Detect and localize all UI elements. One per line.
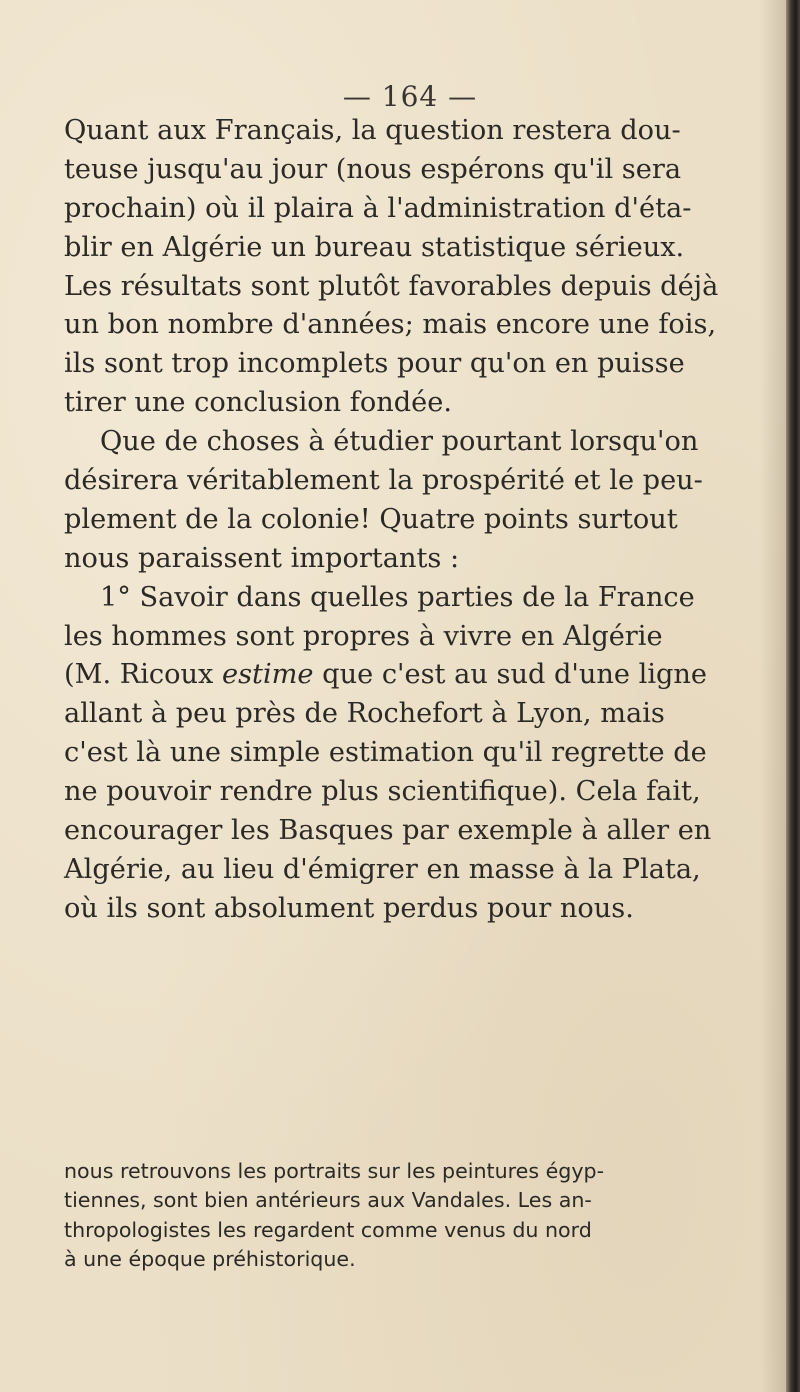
text-line: ne pouvoir rendre plus scientifique). Cela fait, <box>64 776 701 808</box>
text-line: un bon nombre d'années; mais encore une fois, <box>64 309 717 341</box>
book-gutter <box>786 0 800 1392</box>
text-line: prochain) où il plaira à l'administration d'éta- <box>64 192 692 224</box>
footnote-line: thropologistes les regardent comme venus du nord <box>64 1217 592 1242</box>
text-line: Les résultats sont plutôt favorables depuis déjà <box>64 270 719 302</box>
footnote-line: tiennes, sont bien antérieurs aux Vandales. Les an- <box>64 1188 592 1213</box>
text-line: où ils sont absolument perdus pour nous. <box>64 892 634 924</box>
text-line: teuse jusqu'au jour (nous espérons qu'il sera <box>64 153 682 185</box>
ricoux-suffix: que c'est au sud d'une ligne <box>313 659 708 691</box>
text-line: nous paraissent importants : <box>64 542 460 574</box>
text-line: ils sont trop incomplets pour qu'on en puisse <box>64 348 685 380</box>
text-line: Que de choses à étudier pourtant lorsqu'on <box>100 426 699 458</box>
text-line: allant à peu près de Rochefort à Lyon, mais <box>64 698 665 730</box>
footnote <box>64 1157 764 1274</box>
text-line: c'est là une simple estimation qu'il regrette de <box>64 737 707 769</box>
text-line: les hommes sont propres à vivre en Algérie <box>64 620 663 652</box>
text-line: blir en Algérie un bureau statistique sérieux. <box>64 231 685 263</box>
page-number: — 164 — <box>342 80 478 113</box>
footnote-line: nous retrouvons les portraits sur les peintures égyp- <box>64 1159 605 1183</box>
text-line: tirer une conclusion fondée. <box>64 387 452 419</box>
footnote-line: à une époque préhistorique. <box>64 1246 356 1271</box>
text-line: désirera véritablement la prospérité et le peu- <box>64 465 703 497</box>
ricoux-italic-word: estime <box>221 659 314 691</box>
text-line: plement de la colonie! Quatre points surtout <box>64 503 678 535</box>
text-line: 1° Savoir dans quelles parties de la France <box>100 581 695 613</box>
text-line: Quant aux Français, la question restera dou- <box>64 115 681 146</box>
ricoux-prefix: (M. Ricoux <box>64 659 222 691</box>
body-text <box>64 112 764 929</box>
text-line: encourager les Basques par exemple à aller en <box>64 815 712 847</box>
text-line-ricoux <box>64 656 764 695</box>
text-line: Algérie, au lieu d'émigrer en masse à la Plata, <box>64 853 701 885</box>
